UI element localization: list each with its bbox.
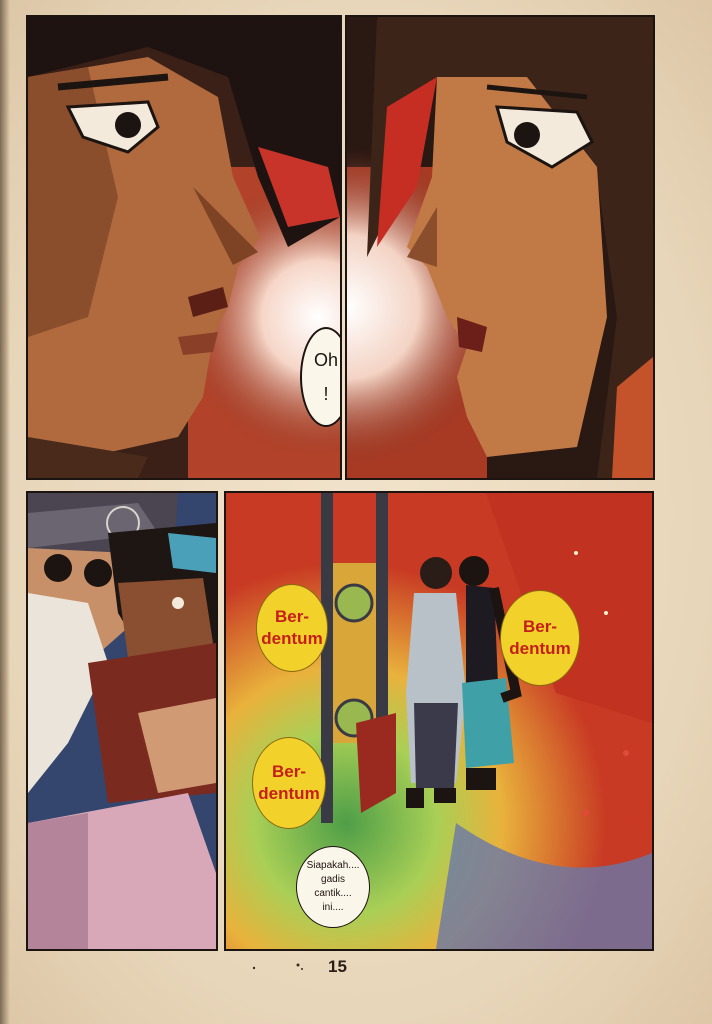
onlookers-illustration	[28, 493, 216, 949]
sfx-2-line1: Ber-	[522, 617, 557, 636]
man-face-illustration	[28, 17, 340, 478]
sfx-2-line2: dentum	[509, 639, 571, 658]
page-number: 15	[328, 957, 347, 976]
speech-oh-line1: Oh	[313, 350, 338, 370]
panel-woman-closeup	[345, 15, 655, 480]
thought-bubble	[296, 846, 370, 928]
thought-line3: cantik....	[314, 888, 352, 899]
sfx-1-line2: dentum	[261, 629, 323, 648]
panel-man-closeup	[26, 15, 342, 480]
panel-onlookers	[26, 491, 218, 951]
thought-line1: Siapakah....	[306, 860, 360, 871]
woman-face-illustration	[347, 17, 653, 478]
sfx-bubble-2	[500, 590, 580, 686]
sfx-1-line1: Ber-	[274, 607, 309, 626]
thought-line2: gadis	[321, 874, 345, 885]
thought-line4: ini....	[322, 902, 344, 913]
sfx-3-line1: Ber-	[271, 762, 306, 781]
sfx-3-line2: dentum	[258, 784, 320, 803]
sfx-bubble-3	[252, 737, 326, 829]
panel-couple-swirl	[224, 491, 654, 951]
print-specks	[250, 962, 320, 972]
couple-illustration	[226, 493, 652, 949]
speech-oh-line2: !	[323, 384, 329, 404]
sfx-bubble-1	[256, 584, 328, 672]
book-spine-shadow	[0, 0, 10, 1024]
